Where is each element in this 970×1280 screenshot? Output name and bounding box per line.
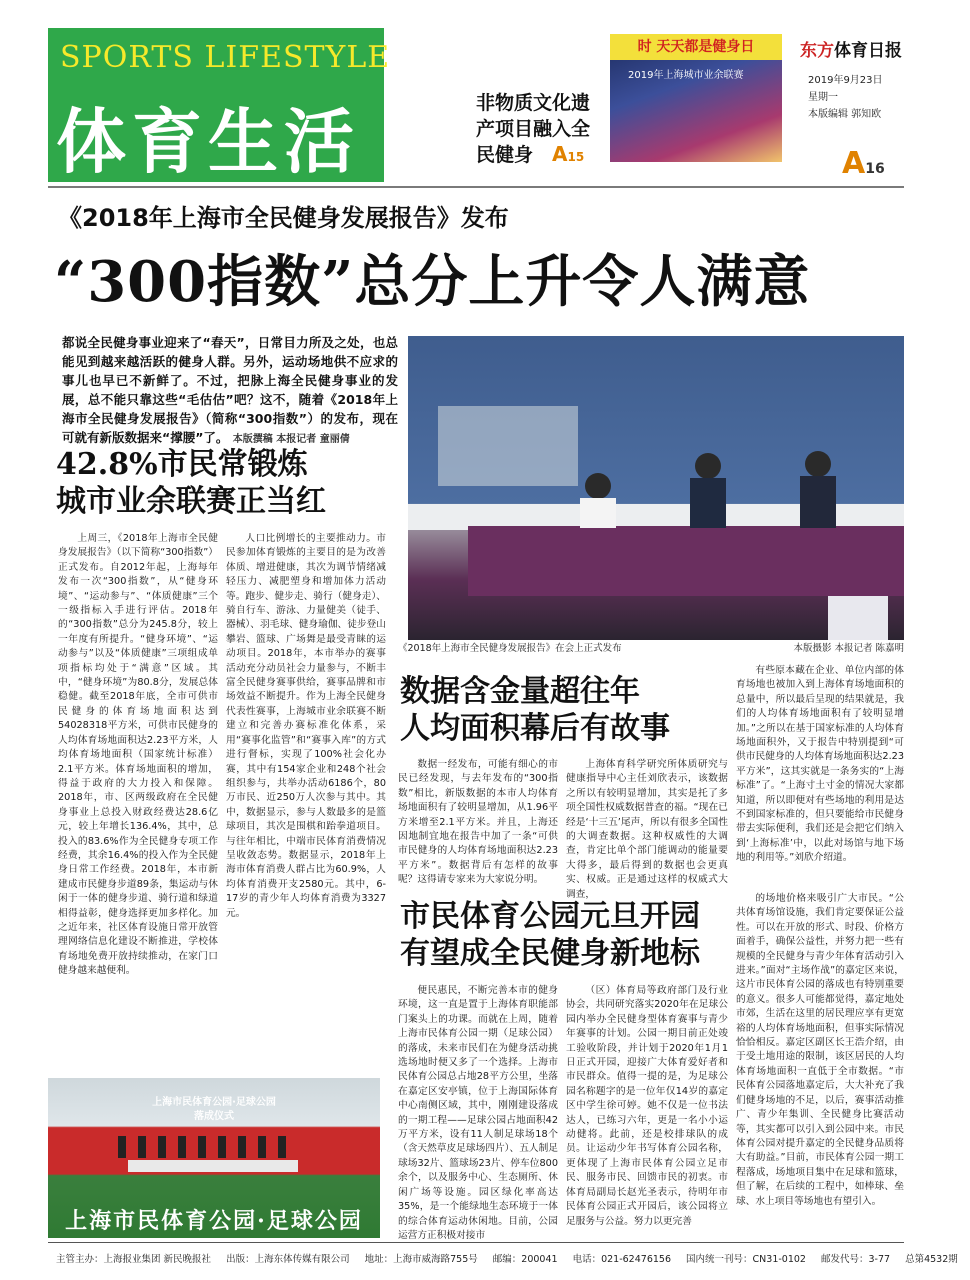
conference-photo-art: [408, 336, 904, 640]
divider: [48, 186, 904, 188]
footer-issn: 国内统一刊号：CN31-0102: [686, 1254, 806, 1265]
teaser-page-ref[interactable]: A15: [552, 142, 585, 166]
text-column-4: 上海体育科学研究所体质研究与健康指导中心主任刘欣表示，该数据之所以有较明显增加，其实是托了多项全国性权威数据普查的福。“现在已经是‘十三五’尾声，所以有很多全国性的大调查数据。这种权威性的大调查，肯定比单个部门能调动的能量要大得多，最后得到的数据也会更真实、权威。正是通过这样的权威式大调查，: [566, 759, 728, 900]
article-headline: “300指数”总分上升令人满意: [54, 249, 811, 315]
article-lead: 都说全民健身事业迎来了“春天”，日常目力所及之处，也总能见到越来越活跃的健身人群。另外，运动场地供不应求的事儿也早已不新鲜了。不过，把脉上海全民健身事业的发展，总不能只靠这些“毛估估”吧？这不，随着《2018年上海市全民健身发展报告》（简称“300指数”）的发布，现在可就有新版数据来“撑腰”了。 本版撰稿 本报记者 童丽倩: [62, 335, 398, 445]
conference-photo: [408, 336, 904, 640]
article-kicker: 《2018年上海市全民健身发展报告》发布: [58, 204, 509, 232]
page-editor: 本版编辑 郭知欧: [808, 109, 882, 120]
section-title-english: SPORTS LIFESTYLE: [60, 40, 391, 75]
photo-stage-banner: 上海市民体育公园·足球公园 落成仪式: [152, 1097, 276, 1122]
section-headline-3: 市民体育公园元旦开园 有望成全民健身新地标: [400, 899, 700, 971]
footer-address: 地址：上海市威海路755号: [364, 1254, 478, 1265]
footer-sponsor: 主管主办：上海报业集团 新民晚报社: [56, 1254, 212, 1265]
text-column-2: 人口比例增长的主要推动力。市民参加体育锻炼的主要目的是为改善体质、增进健康，其次为调节情绪减轻压力、减肥塑身和增加体力活动等。跑步、健步走、骑行（健身走）、骑自行车、游泳、力量健美（徒手、器械）、羽毛球、健身瑜伽、徒步登山攀岩、篮球、广场舞是最受青睐的运动项目。2018年，本市举办的赛事活动充分动员社会力量参与，不断丰富全民健身赛事供给，赛事品牌和市场效益不断提升。作为上海全民健身代表性赛事，上海城市业余联赛不断建立和完善办赛标准化体系，采用“赛事化监管”和“赛事入库”的方式进行督标，实现了100%社会化办赛，其中有154家企业和248个社会组织参与，共举办活动6186个，80万市民、近250万人次参与其中。其中，数据显示，参与人数最多的是篮球项目，其次是围棋和跆拳道项目。与往年相比，中端市民体育消费情况呈收敛态势。数据显示，2018年上海市体育消费人群占比为60.9%，人均体育消费开支2580元。其中，6-17岁的青少年人均体育消费为3327元。: [226, 533, 386, 919]
park-name-sign: 上海市民体育公园·足球公园: [65, 1208, 363, 1234]
footer-phone: 电话：021-62476156: [572, 1254, 671, 1265]
section-title-chinese: 体育生活: [56, 101, 360, 183]
text-column-5: 有些原本藏在企业、单位内部的体育场地也被加入到上海体育场地面积的总量中，所以最后呈现的结果就是，我们的人均体育场地面积有了较明显增加。”之所以在基于国家标准的人均体育场地面积外，又于报告中特别提到“可供市民健身的人均体育场地面积达2.23平方米”，这其实就是一条务实的“上海标准”了。“上海寸土寸金的情况大家都知道，所以即便对有些场地的利用是达不到国家标准的，但只要能给市民健身带去实际便利，我们还是会把它们纳入到‘上海标准’中，以此对场馆与地下场地的利用等。”刘欣介绍道。: [736, 665, 904, 864]
newspaper-logo: 东方体育日报: [800, 41, 902, 61]
football-park-photo: [48, 1078, 380, 1238]
footer-total-no: 总第4532期: [905, 1254, 958, 1265]
footer-post-code: 邮发代号：3-77: [821, 1254, 891, 1265]
page-number: A16: [842, 146, 885, 181]
article-byline: 本版撰稿 本报记者 童丽倩: [232, 434, 350, 445]
text-column-3: 数据一经发布，可能有细心的市民已经发现，与去年发布的“300指数”相比，新版数据的本市人均体育场地面积有了较明显增加，从1.96平方米增至2.1平方米。并且，上海还因地制宜地在报告中加了一条“可供市民健身的人均体育场地面积达2.23平方米”。数据背后有怎样的故事呢？这得请专家来为大家说分明。: [398, 759, 558, 886]
text-column-1: 上周三，《2018年上海市全民健身发展报告》（以下简称“300指数”）正式发布。自2012年起，上海每年发布一次“300指数”，从“健身环境”、“运动参与”、“体质健康”三个一级指标入手进行评估。2018年的“300指数”总分为245.8分，较上一年度有所提升。“健身环境”、“运动参与”以及“体质健康”三项组成单项指标均处于“满意”区域。其中，“健身环境”为80.8分，发展总体稳健。截至2018年底，全市可供市民健身的体育场地面积达到54028318平方米，可供市民健身的人均体育场地面积达2.23平方米，人均体育场地面积（国家统计标准）2.1平方米。体育场地面积的增加，得益于政府的大力投入和保障。2018年，市、区两级政府在全民健身事业上总投入财政经费达28.6亿元，较上年增长136.4%，其中，总投入的83.6%作为全民健身专项工作经费，其余16.4%的投入作为全民健身日常工作经费。2018年，本市新建成市民健身步道89条，集运动与休闲于一体的健身步道、骑行道和绿道相得益彰，健身选择更加多样化。加之近年来，社区体育设施日常开放管理网络信息化建设不断推进，学校体育场地免费开放持续推动，在家门口健身越来越便利。: [58, 533, 218, 977]
footer-publisher: 出版：上海东体传媒有限公司: [226, 1254, 350, 1265]
teaser-headline[interactable]: 非物质文化遗产项目融入全民健身: [476, 92, 591, 166]
photo-credit: 本版摄影 本报记者 陈嘉明: [793, 643, 904, 654]
text-column-8: 的场地价格来吸引广大市民。“公共体育场馆设施，我们肯定要保证公益性。可以在开放的形式、时段、价格方面着手，确保公益性，并努力把一些有规模的全民健身与青少年体育活动引入进来。”面对“主场作战”的嘉定区来说，这片市民体育公园的落成也有特别重要的意义。很多人可能都觉得，嘉定地处市郊，生活在这里的居民理应享有更宽裕的人均体育场地面积，但事实际情况恰恰相反。嘉定区副区长王浩介绍，由于受土地用途的限制，该区居民的人均体育场地面积一直低于全市数据。“市民体育公园落地嘉定后，大大补充了我们健身场地的不足，以后，赛事活动推广、青少年集训、全民健身比赛活动等，其实都可以引入到公园中来。市民体育公园对提升嘉定的全民健身品质将大有助益。”目前，市民体育公园一期工程落成，场地项目集中在足球和篮球，但了解，在后续的工程中，如棒球、垒球、水上项目等场地也有望引入。: [736, 893, 904, 1207]
issue-date: 2019年9月23日: [808, 75, 883, 86]
issue-weekday: 星期一: [808, 92, 838, 103]
section-headline-2: 数据含金量超往年 人均面积幕后有故事: [400, 674, 670, 746]
teaser-photo-banner: 时 天天都是健身日: [610, 34, 782, 60]
text-column-7: （区）体育局等政府部门及行业协会，共同研究落实2020年在足球公园内举办全民健身型体育赛事与青少年赛事的计划。公园一期目前正处竣工验收阶段，并计划于2020年1月1日正式开园，迎接广大体育爱好者和市民群众。值得一提的是，为足球公园名称题字的是一位年仅14岁的嘉定区中学生徐可婷。她不仅是一位书法达人，已练习六年，更是一名小小运动健将。此前，还是校排球队的成员。让运动少年书写体育公园名称，更体现了上海市民体育公园立足市民、服务市民、回馈市民的初衷。市体育局副局长赵光圣表示，待明年市民体育公园正式开园后，该公园将立足服务与公益。努力以更完善: [566, 985, 728, 1227]
text-column-6: 便民惠民，不断完善本市的健身环境，这一直是置于上海体育职能部门案头上的功课。而就在上周，随着上海市民体育公园一期（足球公园）的落成，未来市民们在为健身活动挑选场地时便又多了一个选择。上海市民体育公园总占地28平方公里，坐落在嘉定区安亭镇，位于上海国际体育中心南侧区域，其中，刚刚建设落成的一期工程——足球公园占地面积42万平方米，设有11人制足球场18个（含天然草皮足球场四片）、五人制足球场32片、篮球场23片、停车位800余个，以及服务中心、生态厕所、休闲广场等设施。园区绿化率高达35%，是一个能绿地生态环境于一体的综合体育运动休闲地。目前，公园运营方正积极对接市: [398, 985, 558, 1241]
teaser-photo-caption: 2019年上海城市业余联赛: [628, 70, 744, 81]
photo-caption: 《2018年上海市全民健身发展报告》在会上正式发布 本版摄影 本报记者 陈嘉明: [398, 640, 904, 654]
footer-imprint: [56, 1251, 970, 1265]
section-headline-1: 42.8%市民常锻炼 城市业余联赛正当红: [56, 447, 326, 519]
footer-divider: [48, 1242, 904, 1243]
issue-info: [808, 72, 883, 123]
footer-postcode: 邮编：200041: [492, 1254, 558, 1265]
